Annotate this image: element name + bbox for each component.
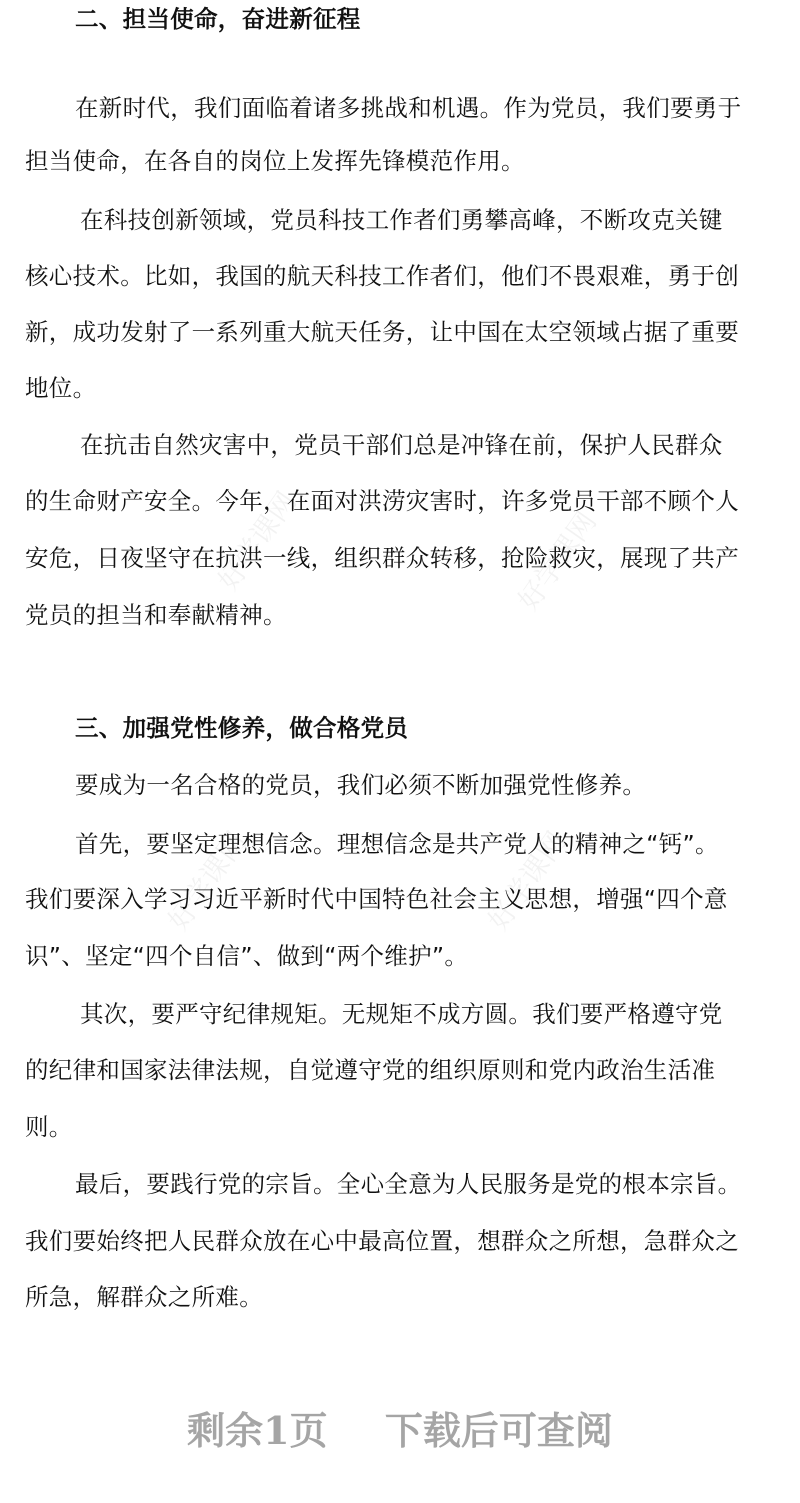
paragraph-line: 的纪律和国家法律法规，自觉遵守党的组织原则和党内政治生活准 (25, 1056, 716, 1084)
section-heading: 三、加强党性修养，做合格党员 (75, 714, 409, 742)
paragraph-line: 首先，要坚定理想信念。理想信念是共产党人的精神之“钙”。 (75, 830, 719, 858)
watermark: 好学课网 (211, 485, 303, 597)
paragraph-line: 我们要深入学习习近平新时代中国特色社会主义思想，增强“四个意 (25, 885, 728, 913)
paragraph-line: 新，成功发射了一系列重大航天任务，让中国在太空领域占据了重要 (25, 318, 739, 346)
paragraph-line: 要成为一名合格的党员，我们必须不断加强党性修养。 (75, 771, 647, 799)
paragraph-line: 的生命财产安全。今年，在面对洪涝灾害时，许多党员干部不顾个人 (25, 487, 739, 515)
paragraph-line: 其次，要严守纪律规矩。无规矩不成方圆。我们要严格遵守党 (80, 1000, 723, 1028)
section-heading: 二、担当使命，奋进新征程 (75, 5, 361, 33)
paragraph-line: 在抗击自然灾害中，党员干部们总是冲锋在前，保护人民群众 (80, 431, 723, 459)
paragraph-line: 在新时代，我们面临着诸多挑战和机遇。作为党员，我们要勇于 (75, 94, 742, 122)
paragraph-line: 安危，日夜坚守在抗洪一线，组织群众转移，抢险救灾，展现了共产 (25, 544, 739, 572)
paragraph-line: 核心技术。比如，我国的航天科技工作者们，他们不畏艰难，勇于创 (25, 262, 739, 290)
paragraph-line: 识”、坚定“四个自信”、做到“两个维护”。 (25, 942, 469, 970)
paragraph-line: 我们要始终把人民群众放在心中最高位置，想群众之所想，急群众之 (25, 1227, 739, 1255)
paragraph-line: 党员的担当和奉献精神。 (25, 601, 287, 629)
paragraph-line: 所急，解群众之所难。 (25, 1283, 263, 1311)
paragraph-line: 最后，要践行党的宗旨。全心全意为人民服务是党的根本宗旨。 (75, 1170, 742, 1198)
download-prompt[interactable] (0, 1400, 800, 1455)
paragraph-line: 在科技创新领域，党员科技工作者们勇攀高峰，不断攻克关键 (80, 206, 723, 234)
paragraph-line: 地位。 (25, 374, 97, 402)
watermark: 好学课网 (481, 825, 573, 937)
remaining-pages-label: 剩余1页 (187, 1408, 328, 1453)
paragraph-line: 担当使命，在各自的岗位上发挥先锋模范作用。 (25, 147, 525, 175)
watermark: 好学课网 (161, 825, 253, 937)
download-to-view-label: 下载后可查阅 (384, 1408, 613, 1453)
watermark: 好学课网 (511, 505, 603, 617)
paragraph-line: 则。 (25, 1113, 73, 1141)
